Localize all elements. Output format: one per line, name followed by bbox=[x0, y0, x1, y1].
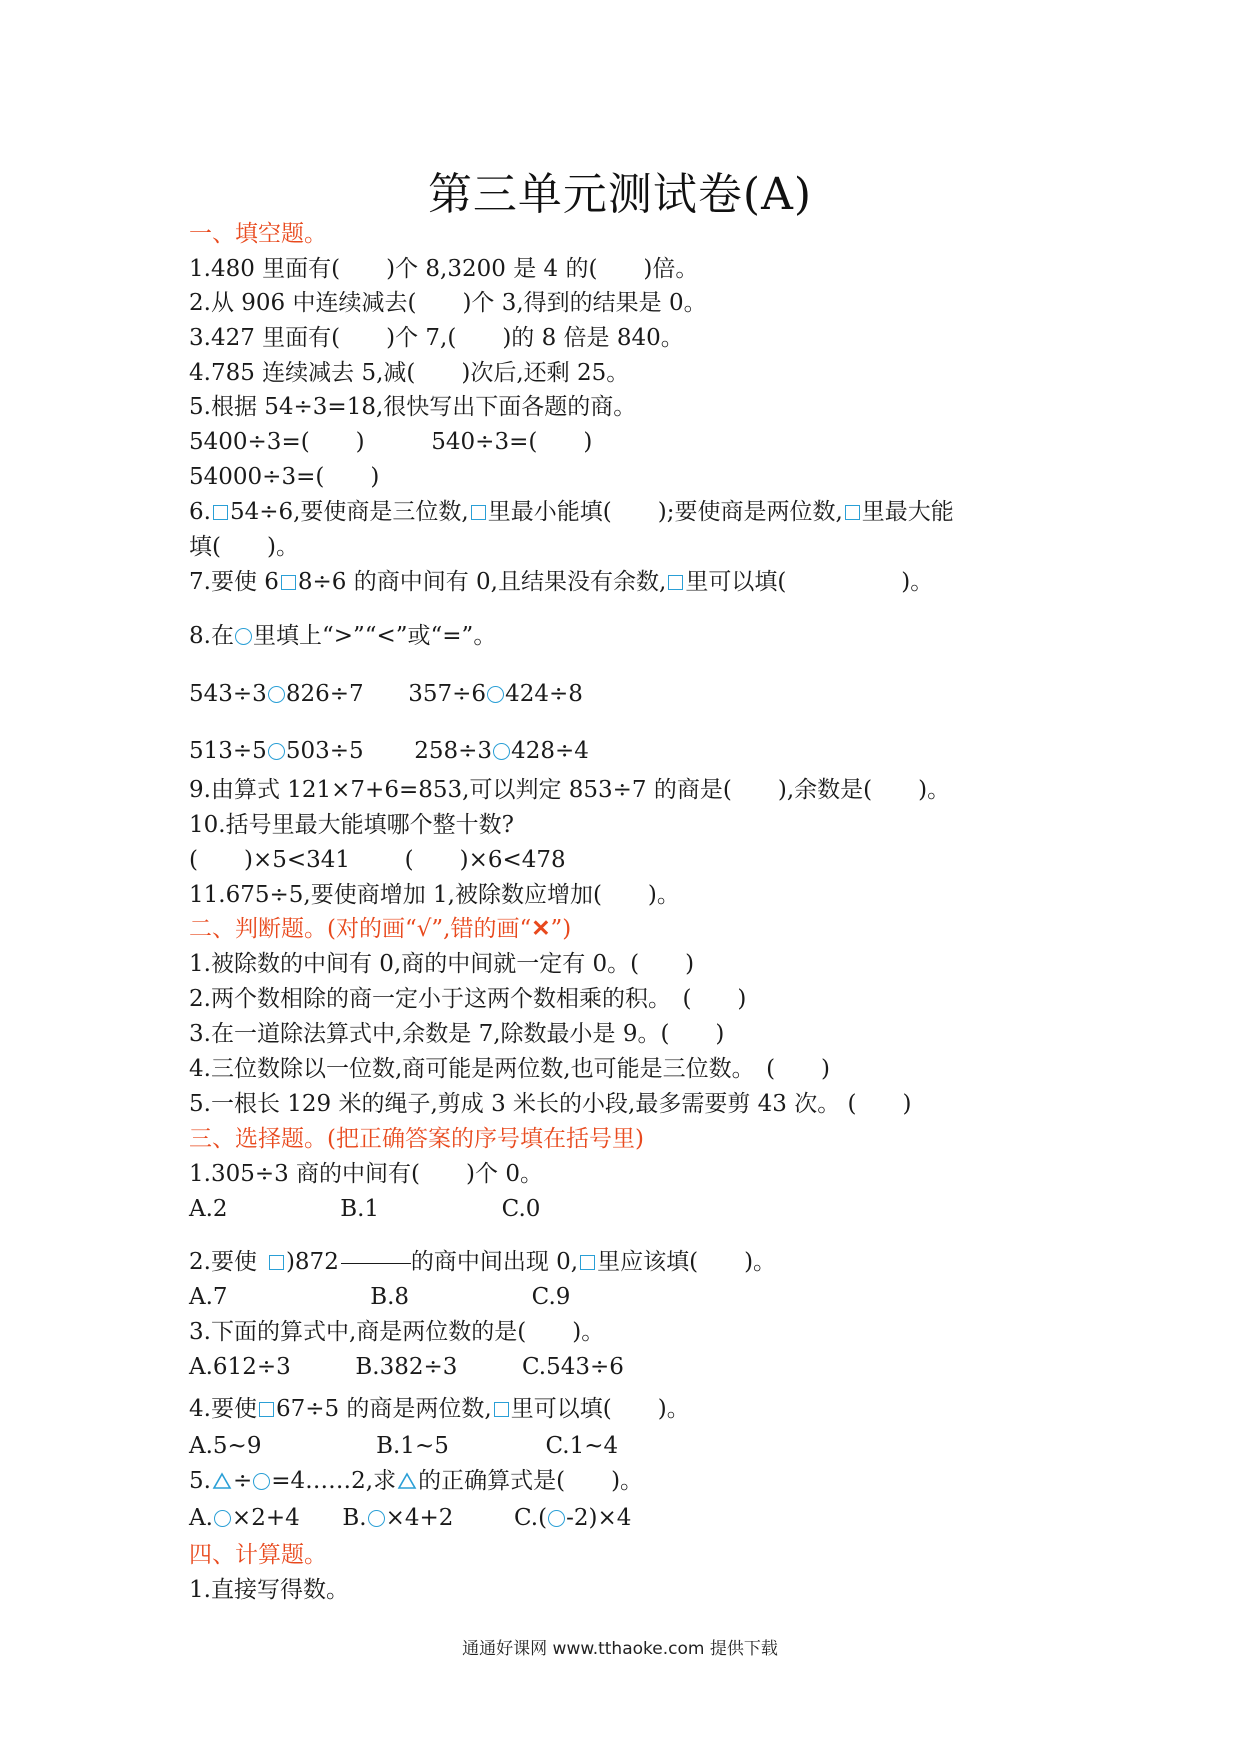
fill-q8-row1 bbox=[189, 679, 583, 709]
judge-heading-suffix: ”) bbox=[550, 916, 572, 942]
fill-q8a-right: 826÷7 bbox=[285, 681, 364, 707]
circle-blank-icon bbox=[268, 686, 285, 703]
choice-q2-text-pre: 2.要使 bbox=[189, 1249, 257, 1275]
square-blank-icon bbox=[269, 1255, 284, 1270]
fill-q8a-left: 543÷3 bbox=[189, 681, 267, 707]
judge-q3: 3.在一道除法算式中,余数是 7,除数最小是 9。( ) bbox=[189, 1021, 725, 1047]
choice-q4-text-b: 里可以填( )。 bbox=[510, 1396, 690, 1422]
fill-q4: 4.785 连续减去 5,减( )次后,还剩 25。 bbox=[189, 360, 630, 386]
fill-q6-text-b: 里最小能填( );要使商是两位数, bbox=[487, 499, 843, 525]
judge-q4: 4.三位数除以一位数,商可能是两位数,也可能是三位数。 ( ) bbox=[189, 1056, 831, 1082]
choice-q5-text-c: 的正确算式是( )。 bbox=[418, 1468, 644, 1494]
choice-q3: 3.下面的算式中,商是两位数的是( )。 bbox=[189, 1319, 605, 1345]
choice-q4-option-a: A.5~9 bbox=[189, 1433, 262, 1459]
choice-q1-option-a: A.2 bbox=[189, 1196, 228, 1222]
footer-credit: 通通好课网 www.tthaoke.com 提供下载 bbox=[462, 1639, 778, 1659]
choice-q5-option-a: ×2+4 bbox=[231, 1505, 300, 1531]
fill-q7-text-a: 8÷6 的商中间有 0,且结果没有余数, bbox=[297, 569, 667, 595]
fill-q8 bbox=[189, 621, 496, 651]
fill-q2: 2.从 906 中连续减去( )个 3,得到的结果是 0。 bbox=[189, 290, 707, 316]
choice-q4 bbox=[189, 1394, 690, 1424]
fill-q11: 11.675÷5,要使商增加 1,被除数应增加( )。 bbox=[189, 882, 680, 908]
fill-q8-row2 bbox=[189, 736, 589, 766]
judge-heading-mid: ”,错的画“ bbox=[431, 916, 532, 942]
fill-q8-text-post: 里填上“>”“<”或“=”。 bbox=[252, 623, 497, 649]
circle-blank-icon bbox=[548, 1510, 565, 1527]
square-blank-icon bbox=[281, 575, 296, 590]
square-blank-icon bbox=[494, 1402, 509, 1417]
choice-q4-option-c: C.1~4 bbox=[545, 1433, 619, 1459]
fill-q5b: 540÷3=( ) bbox=[431, 429, 593, 455]
circle-blank-icon bbox=[268, 743, 285, 760]
choice-q1-option-b: B.1 bbox=[340, 1196, 380, 1222]
square-blank-icon bbox=[845, 505, 860, 520]
fill-q6-text-c: 里最大能 bbox=[861, 499, 954, 525]
choice-q5-text-b: =4……2,求 bbox=[271, 1468, 397, 1494]
choice-q1: 1.305÷3 商的中间有( )个 0。 bbox=[189, 1161, 543, 1187]
division-bracket-line bbox=[341, 1263, 411, 1264]
fill-q7 bbox=[189, 567, 933, 597]
choice-q3-option-c: C.543÷6 bbox=[522, 1354, 624, 1380]
choice-q2-option-a: A.7 bbox=[189, 1284, 228, 1310]
fill-q8b-right: 424÷8 bbox=[505, 681, 583, 707]
square-blank-icon bbox=[471, 505, 486, 520]
section-choice-heading: 三、选择题。(把正确答案的序号填在括号里) bbox=[189, 1126, 644, 1152]
fill-q7-text-b: 里可以填( )。 bbox=[685, 569, 934, 595]
judge-heading-prefix: 二、判断题。(对的画“ bbox=[189, 916, 417, 942]
triangle-blank-icon bbox=[212, 1472, 232, 1490]
fill-q10a: ( )×5<341 bbox=[189, 847, 351, 873]
fill-q5: 5.根据 54÷3=18,很快写出下面各题的商。 bbox=[189, 394, 637, 420]
fill-q3: 3.427 里面有( )个 7,( )的 8 倍是 840。 bbox=[189, 325, 684, 351]
circle-blank-icon bbox=[253, 1473, 270, 1490]
choice-q3-options bbox=[189, 1352, 624, 1382]
fill-q6 bbox=[189, 497, 954, 527]
fill-q8d-left: 258÷3 bbox=[414, 738, 493, 764]
fill-q5a: 5400÷3=( ) bbox=[189, 429, 365, 455]
choice-q3-option-a: A.612÷3 bbox=[189, 1354, 291, 1380]
fill-q8c-right: 503÷5 bbox=[285, 738, 364, 764]
page-title: 第三单元测试卷(A) bbox=[427, 169, 813, 220]
choice-q1-options bbox=[189, 1194, 540, 1224]
fill-q9: 9.由算式 121×7+6=853,可以判定 853÷7 的商是( ),余数是( )。 bbox=[189, 777, 951, 803]
choice-q2-text-c: 里应该填( )。 bbox=[597, 1249, 777, 1275]
choice-q5-option-b: ×4+2 bbox=[385, 1505, 454, 1531]
choice-q5-option-c: -2)×4 bbox=[566, 1505, 632, 1531]
triangle-blank-icon bbox=[397, 1472, 417, 1490]
judge-q5: 5.一根长 129 米的绳子,剪成 3 米长的小段,最多需要剪 43 次。 ( ) bbox=[189, 1091, 912, 1117]
fill-q10: 10.括号里最大能填哪个整十数? bbox=[189, 812, 514, 838]
square-blank-icon bbox=[580, 1255, 595, 1270]
fill-q6-number: 6. bbox=[189, 499, 211, 525]
choice-q5-option-c-label: C.( bbox=[514, 1505, 548, 1531]
fill-q7-text-pre: 7.要使 6 bbox=[189, 569, 279, 595]
fill-q5-row1 bbox=[189, 427, 592, 457]
fill-q8d-right: 428÷4 bbox=[511, 738, 589, 764]
choice-q2-text-b: 的商中间出现 0, bbox=[410, 1249, 579, 1275]
section-calc-heading: 四、计算题。 bbox=[189, 1542, 327, 1568]
choice-q1-option-c: C.0 bbox=[501, 1196, 541, 1222]
square-blank-icon bbox=[668, 575, 683, 590]
square-blank-icon bbox=[213, 505, 228, 520]
choice-q5-option-b-label: B. bbox=[342, 1505, 367, 1531]
fill-q5c: 54000÷3=( ) bbox=[189, 464, 380, 490]
judge-q2: 2.两个数相除的商一定小于这两个数相乘的积。 ( ) bbox=[189, 986, 747, 1012]
choice-q5-text-pre: 5. bbox=[189, 1468, 211, 1494]
calc-q1: 1.直接写得数。 bbox=[189, 1577, 349, 1603]
square-blank-icon bbox=[259, 1402, 274, 1417]
circle-blank-icon bbox=[493, 743, 510, 760]
choice-q5-divide-sign: ÷ bbox=[232, 1468, 253, 1494]
choice-q2-option-c: C.9 bbox=[531, 1284, 571, 1310]
choice-q5-option-a-label: A. bbox=[189, 1505, 213, 1531]
choice-q5-options bbox=[189, 1503, 631, 1533]
judge-q1: 1.被除数的中间有 0,商的中间就一定有 0。( ) bbox=[189, 951, 695, 977]
circle-blank-icon bbox=[368, 1510, 385, 1527]
fill-q1: 1.480 里面有( )个 8,3200 是 4 的( )倍。 bbox=[189, 256, 699, 282]
choice-q2-options bbox=[189, 1282, 570, 1312]
choice-q4-options bbox=[189, 1431, 618, 1461]
fill-q10b: ( )×6<478 bbox=[404, 847, 566, 873]
fill-q8b-left: 357÷6 bbox=[408, 681, 487, 707]
section-fill-heading: 一、填空题。 bbox=[189, 221, 327, 247]
fill-q6-text-a: 54÷6,要使商是三位数, bbox=[229, 499, 469, 525]
choice-q4-option-b: B.1~5 bbox=[376, 1433, 449, 1459]
circle-blank-icon bbox=[487, 686, 504, 703]
fill-q8-text-pre: 8.在 bbox=[189, 623, 234, 649]
fill-q6-cont: 填( )。 bbox=[189, 534, 299, 560]
choice-q3-option-b: B.382÷3 bbox=[355, 1354, 458, 1380]
circle-blank-icon bbox=[235, 628, 252, 645]
choice-q4-text-pre: 4.要使 bbox=[189, 1396, 257, 1422]
check-mark-icon: √ bbox=[416, 916, 432, 942]
circle-blank-icon bbox=[214, 1510, 231, 1527]
section-judge-heading bbox=[189, 914, 571, 944]
cross-mark-icon: ✕ bbox=[531, 915, 551, 942]
choice-q4-text-a: 67÷5 的商是两位数, bbox=[275, 1396, 492, 1422]
fill-q8c-left: 513÷5 bbox=[189, 738, 267, 764]
choice-q2-option-b: B.8 bbox=[370, 1284, 410, 1310]
choice-q2 bbox=[189, 1247, 776, 1277]
choice-q5 bbox=[189, 1466, 643, 1496]
fill-q10-row bbox=[189, 845, 566, 875]
choice-q2-divisor: )872 bbox=[285, 1249, 339, 1275]
